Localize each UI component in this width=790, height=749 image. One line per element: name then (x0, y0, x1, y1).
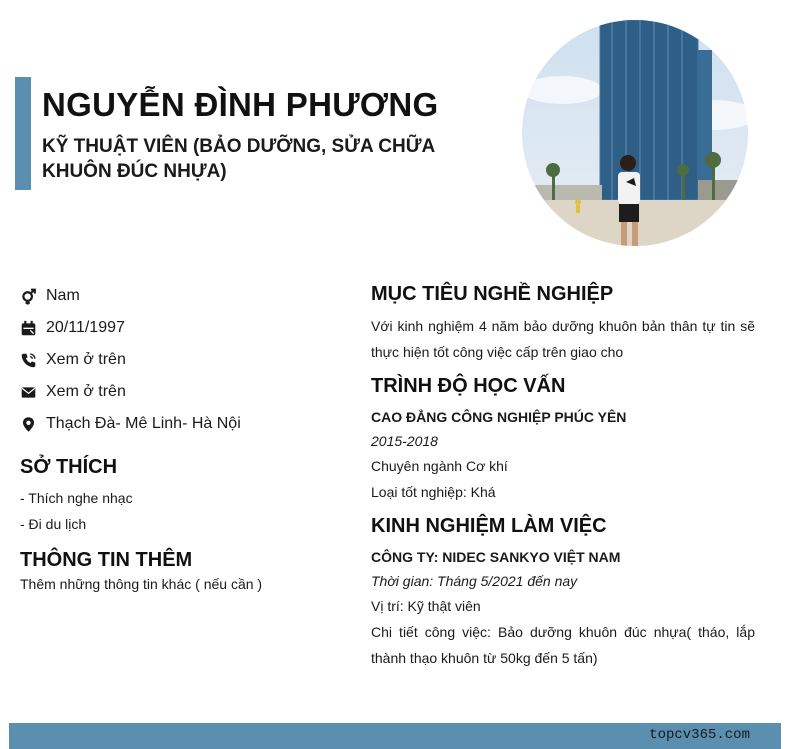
education-grade: Loại tốt nghiệp: Khá (371, 484, 496, 500)
main-content (371, 283, 755, 671)
footer-bar (9, 723, 781, 749)
objective-text: Với kinh nghiệm 4 năm bảo dưỡng khuôn bản thân tự tin sẽ thực hiện tốt công việc cấp trên giao cho (371, 318, 755, 360)
education-section (371, 375, 755, 505)
avatar-photo (522, 20, 748, 246)
birthday-value: 20/11/1997 (46, 319, 125, 336)
gender-value: Nam (46, 287, 80, 304)
phone-icon (20, 352, 37, 369)
extra-info-text: Thêm những thông tin khác ( nếu cần ) (20, 576, 263, 592)
hobby-item: - Thích nghe nhạc (20, 490, 133, 506)
education-title: TRÌNH ĐỘ HỌC VẤN (371, 375, 566, 397)
contact-address (20, 408, 340, 440)
objective-title: MỤC TIÊU NGHỀ NGHIỆP (371, 283, 614, 305)
contact-phone (20, 344, 340, 376)
gender-icon (20, 288, 37, 305)
contact-gender (20, 280, 340, 312)
experience-details: Chi tiết công việc: Bảo dưỡng khuôn đúc nhựa( tháo, lắp thành thạo khuôn từ 50kg đến 5 tấn) (371, 624, 755, 666)
job-title: KỸ THUẬT VIÊN (BẢO DƯỠNG, SỬA CHỮA KHUÔN ĐÚC NHỰA) (42, 136, 435, 182)
footer-watermark: topcv365.com (649, 727, 750, 743)
phone-value: Xem ở trên (46, 351, 126, 368)
contact-email (20, 376, 340, 408)
school-name: CAO ĐẲNG CÔNG NGHIỆP PHÚC YÊN (371, 409, 627, 425)
hobbies-title: SỞ THÍCH (20, 456, 118, 478)
avatar (522, 20, 748, 246)
experience-period: Thời gian: Tháng 5/2021 đến nay (371, 573, 578, 589)
experience-section (371, 515, 755, 671)
contact-birthday (20, 312, 340, 344)
address-value: Thạch Đà- Mê Linh- Hà Nội (46, 415, 241, 432)
location-pin-icon (20, 416, 37, 433)
extra-info-section (20, 549, 340, 594)
calendar-icon (20, 320, 37, 337)
envelope-icon (20, 384, 37, 401)
education-major: Chuyên ngành Cơ khí (371, 458, 508, 474)
objective-section (371, 283, 755, 365)
email-value: Xem ở trên (46, 383, 126, 400)
experience-title: KINH NGHIỆM LÀM VIỆC (371, 515, 607, 537)
extra-info-title: THÔNG TIN THÊM (20, 549, 193, 571)
hobby-item: - Đi du lịch (20, 516, 87, 532)
education-period: 2015-2018 (371, 433, 438, 449)
contact-info (20, 280, 340, 440)
header-accent-bar (15, 77, 31, 190)
hobbies-section (20, 456, 340, 537)
candidate-name: NGUYỄN ĐÌNH PHƯƠNG (42, 86, 439, 123)
experience-position: Vị trí: Kỹ thật viên (371, 598, 481, 614)
company-name: CÔNG TY: NIDEC SANKYO VIỆT NAM (371, 549, 621, 565)
